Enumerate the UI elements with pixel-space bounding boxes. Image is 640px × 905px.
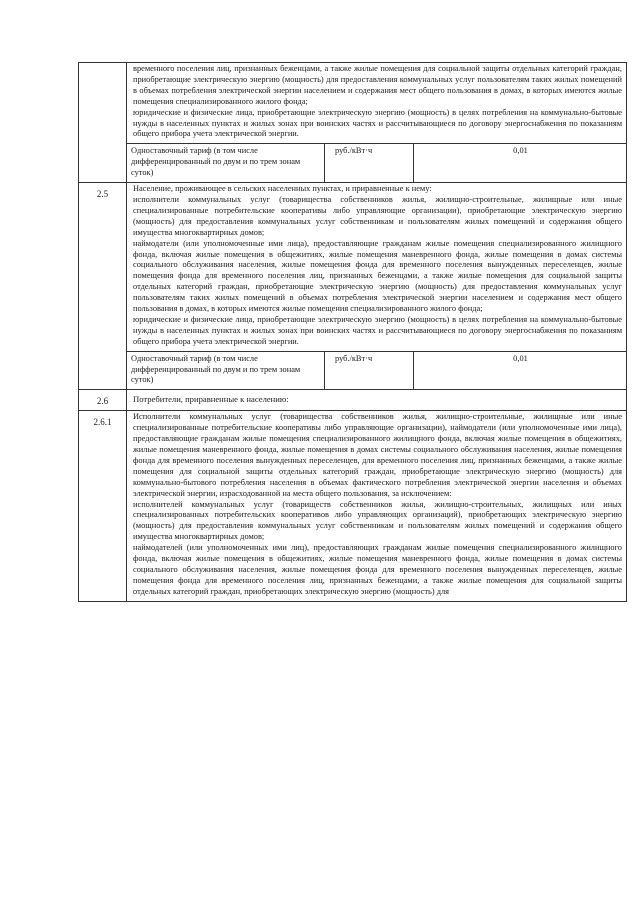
table-row xyxy=(79,63,627,183)
table-row xyxy=(79,411,627,601)
tariff-table xyxy=(78,62,627,602)
row-text xyxy=(127,411,626,600)
row-number: 2.6.1 xyxy=(79,411,127,601)
row-number: 2.6 xyxy=(79,390,127,411)
row-content xyxy=(127,63,627,183)
paragraph: Потребители, приравненные к населению: xyxy=(133,394,289,405)
paragraph: Население, проживающее в сельских населенных пунктах, и приравненные к нему: xyxy=(133,184,432,194)
tariff-value: 0,01 xyxy=(414,144,627,182)
tariff-value: 0,01 xyxy=(414,351,627,389)
row-content xyxy=(127,183,627,390)
row-text xyxy=(127,390,626,410)
table-row xyxy=(79,390,627,411)
paragraph: Исполнители коммунальных услуг (товарищества собственников жилья, жилищно-строительные, жилищные или иные специализированные потребительские кооперативы либо управляющие организации), наймодатели (или уполномоченные ими лица), предоставляющие гражданам жилые помещения специализированного жилищного фонда, включая жилые помещения в общежитиях, жилые помещения маневренного фонда, жилые помещения в домах системы социального обслуживания населения, жилые помещения фонда для временного поселения вынужденных переселенцев, для временного поселения лиц, признанных беженцами, а также жилые помещения для социальной защиты отдельных категорий граждан, приобретающие электрическую энергию (мощность) для коммунально-бытового потребления населения в объемах фактического потребления электрической энергии населения и объемах электрической энергии, израсходованной на места общего пользования, за исключением: xyxy=(133,412,622,498)
tariff-unit: руб./кВт·ч xyxy=(325,351,414,389)
paragraph: наймодатели (или уполномоченные ими лица), предоставляющие гражданам жилые помещения специализированного жилищного фонда, включая жилые помещения в общежитиях, жилые помещения маневренного фонда, жилые помещения в домах системы социального обслуживания населения, жилые помещения фонда для временного поселения вынужденных переселенцев, жилые помещения фонда для временного поселения лиц, признанных беженцами, а также жилые помещения для социальной защиты отдельных категорий граждан, приобретающие электрическую энергию (мощность) для предоставления коммунальных услуг пользователям таких жилых помещений в объемах потребления электрической энергии населением и содержания мест общего пользования в домах, в которых имеются жилые помещения специализированного жилого фонда; xyxy=(133,238,622,314)
tariff-unit: руб./кВт·ч xyxy=(325,144,414,182)
table-row xyxy=(79,183,627,390)
tariff-subtable xyxy=(127,143,626,182)
row-content xyxy=(127,390,627,411)
row-number: 2.5 xyxy=(79,183,127,390)
row-text xyxy=(127,63,626,143)
paragraph: временного поселения лиц, признанных беженцами, а также жилые помещения для социальной защиты отдельных категорий граждан, приобретающие электрическую энергию (мощность) для предоставления коммунальных услуг пользователям таких жилых помещений в объемах потребления электрической энергии населением и содержания мест общего пользования в домах, в которых имеются жилые помещения специализированного жилого фонда; xyxy=(133,64,622,106)
paragraph: исполнители коммунальных услуг (товарищества собственников жилья, жилищно-строительные, жилищные или иные специализированные потребительские кооперативы либо управляющие организации), приобретающие электрическую энергию (мощность) для предоставления коммунальных услуг собственникам и пользователям жилых помещений и содержания общего имущества многоквартирных домов; xyxy=(133,194,622,237)
paragraph: исполнителей коммунальных услуг (товариществ собственников жилья, жилищно-строительных, жилищных или иных специализированных потребительских кооперативов либо управляющих организаций), приобретающих электрическую энергию (мощность) для предоставления коммунальных услуг собственникам и пользователям жилых помещений и содержания общего имущества многоквартирных домов; xyxy=(133,499,622,542)
paragraph: наймодателей (или уполномоченных ими лиц), предоставляющих гражданам жилые помещения специализированного жилищного фонда, включая жилые помещения в общежитиях, жилые помещения маневренного фонда, жилые помещения в домах системы социального обслуживания населения, жилые помещения фонда для временного поселения вынужденных переселенцев, жилые помещения фонда для временного поселения лиц, признанных беженцами, а также жилые помещения для социальной защиты отдельных категорий граждан, приобретающих электрическую энергию (мощность) для xyxy=(133,543,622,596)
tariff-subtable xyxy=(127,351,626,390)
paragraph: юридические и физические лица, приобретающие электрическую энергию (мощность) в целях потребления на коммунально-бытовые нужды в населенных пунктах и жилых зонах при воинских частях и рассчитывающиеся по договору энергоснабжения по показаниям общего прибора учета электрической энергии. xyxy=(133,314,622,346)
row-content xyxy=(127,411,627,601)
tariff-name: Одноставочный тариф (в том числе дифференцированный по двум и по трем зонам суток) xyxy=(127,144,325,182)
document-page xyxy=(78,62,624,602)
row-number xyxy=(79,63,127,183)
tariff-name: Одноставочный тариф (в том числе дифференцированный по двум и по трем зонам суток) xyxy=(127,351,325,389)
paragraph: юридические и физические лица, приобретающие электрическую энергию (мощность) в целях потребления на коммунально-бытовые нужды в населенных пунктах и жилых зонах при воинских частях и рассчитывающиеся по договору энергоснабжения по показаниям общего прибора учета электрической энергии. xyxy=(133,107,622,139)
row-text xyxy=(127,183,626,351)
